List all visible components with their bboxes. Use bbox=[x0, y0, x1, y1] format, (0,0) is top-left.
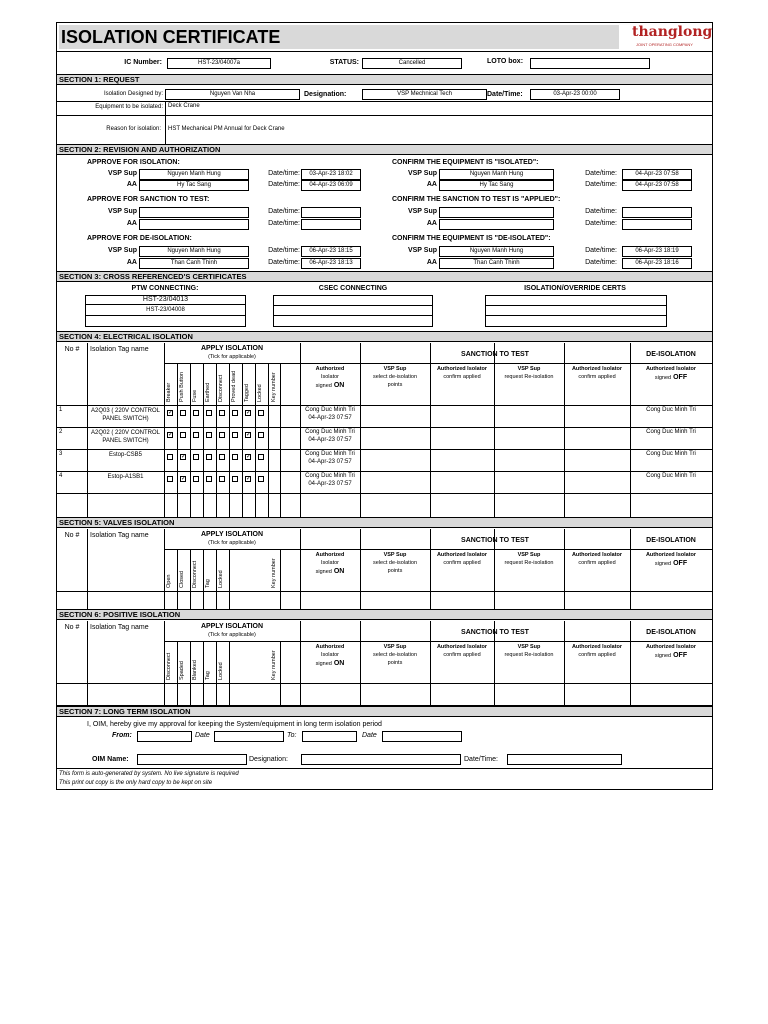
vsp-sup-label: VSP Sup bbox=[517, 366, 541, 372]
section-4-header: SECTION 4: ELECTRICAL ISOLATION bbox=[57, 331, 712, 342]
table-line bbox=[430, 529, 431, 609]
apply-isolation-header: APPLY ISOLATION bbox=[200, 345, 264, 352]
tick-checkbox[interactable] bbox=[219, 454, 225, 460]
table-line bbox=[280, 549, 281, 609]
tag-name-column-header: Isolation Tag name bbox=[90, 624, 149, 631]
datetime-label: Date/time: bbox=[585, 259, 617, 266]
override-list[interactable] bbox=[485, 295, 667, 327]
test-aa-field[interactable] bbox=[139, 219, 249, 230]
tick-checkbox[interactable] bbox=[193, 410, 199, 416]
tick-column-label: Breaker bbox=[166, 382, 172, 402]
auth-isolator-label: Authorized bbox=[315, 366, 345, 372]
test-confirm-vsp-field[interactable] bbox=[439, 207, 554, 218]
to-label: To: bbox=[287, 732, 297, 739]
table-line bbox=[57, 493, 712, 494]
auth-isolator-label: Authorized Isolator bbox=[571, 366, 623, 372]
vsp-sup-label: VSP Sup bbox=[407, 170, 437, 177]
tick-column-label: Push Button bbox=[179, 372, 185, 402]
deiso-aa-field[interactable]: Than Canh Thinh bbox=[139, 258, 249, 269]
auth-isolator-label: Isolator bbox=[320, 652, 340, 658]
select-deiso-label: select de-isolation bbox=[372, 374, 418, 380]
signed-off-label bbox=[630, 652, 712, 659]
confirm-applied-label: confirm applied bbox=[443, 374, 481, 380]
apply-isolation-header: APPLY ISOLATION bbox=[200, 531, 264, 538]
table-line bbox=[164, 343, 165, 517]
isolator-signed-on-name: Cong Duc Minh Tri bbox=[305, 429, 355, 435]
tick-checkbox[interactable] bbox=[206, 432, 212, 438]
test-confirm-vsp-datetime[interactable] bbox=[622, 207, 692, 218]
valves-isolation-table bbox=[57, 529, 712, 609]
table-line bbox=[564, 343, 565, 517]
key-number-column-label: Key number bbox=[271, 650, 277, 680]
tick-checkbox[interactable] bbox=[232, 476, 238, 482]
off-text: OFF bbox=[673, 652, 688, 659]
select-deiso-label: select de-isolation bbox=[372, 652, 418, 658]
deiso-confirm-aa-datetime[interactable]: 06-Apr-23 18:16 bbox=[622, 258, 692, 269]
tick-column-label: Disconnect bbox=[192, 560, 198, 588]
signed-text: signed bbox=[654, 561, 672, 567]
test-vsp-datetime[interactable] bbox=[301, 207, 361, 218]
signed-text: signed bbox=[315, 383, 332, 389]
table-line bbox=[280, 641, 281, 705]
on-text: ON bbox=[333, 382, 345, 389]
deiso-confirm-aa-field[interactable]: Than Canh Thinh bbox=[439, 258, 554, 269]
sanction-to-test-header: SANCTION TO TEST bbox=[461, 629, 529, 636]
apply-isolation-header: APPLY ISOLATION bbox=[200, 623, 264, 630]
iso-vsp-datetime[interactable]: 03-Apr-23 18:02 bbox=[301, 169, 361, 180]
table-line bbox=[630, 621, 631, 705]
ic-number-field[interactable]: HST-23/04007a bbox=[167, 58, 271, 69]
datetime-label: Date/time: bbox=[585, 208, 617, 215]
isolator-signed-off-name: Cong Duc Minh Tri bbox=[646, 451, 696, 457]
ic-number-label: IC Number: bbox=[124, 59, 162, 66]
isolator-signed-on-datetime: 04-Apr-23 07:57 bbox=[308, 415, 352, 421]
confirm-applied-label: confirm applied bbox=[578, 560, 616, 566]
tick-applicable-note: (Tick for applicable) bbox=[208, 540, 256, 546]
row-number: 4 bbox=[59, 473, 63, 479]
tick-checkbox[interactable] bbox=[232, 432, 238, 438]
status-field[interactable]: Cancelled bbox=[362, 58, 462, 69]
select-deiso-label: points bbox=[387, 382, 403, 388]
tick-column-label: Locked bbox=[218, 662, 224, 680]
table-line bbox=[430, 621, 431, 705]
datetime-label: Date/Time: bbox=[487, 91, 523, 98]
tick-checkbox[interactable] bbox=[232, 454, 238, 460]
designed-by-field[interactable]: Nguyen Van Nha bbox=[165, 89, 300, 100]
tick-column-label: Tag bbox=[205, 671, 211, 680]
confirm-deisolated-heading: CONFIRM THE EQUIPMENT IS "DE-ISOLATED": bbox=[392, 235, 551, 242]
status-label: STATUS: bbox=[329, 59, 359, 66]
signed-off-label bbox=[630, 560, 712, 567]
table-line bbox=[177, 641, 178, 705]
table-line bbox=[57, 405, 712, 406]
table-line bbox=[630, 529, 631, 609]
off-text: OFF bbox=[673, 374, 688, 381]
test-confirm-aa-datetime[interactable] bbox=[622, 219, 692, 230]
signed-off-label bbox=[630, 374, 712, 381]
tick-checkbox[interactable] bbox=[219, 410, 225, 416]
auth-isolator-label: Authorized Isolator bbox=[436, 552, 488, 558]
table-line bbox=[177, 549, 178, 609]
tick-checkbox[interactable]: ✓ bbox=[181, 476, 187, 482]
tag-name-column-header: Isolation Tag name bbox=[90, 532, 149, 539]
isolation-certificate-form bbox=[56, 22, 713, 790]
tick-column-label: Tagged bbox=[244, 383, 250, 402]
loto-box-label: LOTO box: bbox=[487, 58, 524, 65]
vsp-sup-label: VSP Sup bbox=[383, 552, 407, 558]
designed-by-label: Isolation Designed by: bbox=[103, 91, 163, 97]
auth-isolator-label: Authorized Isolator bbox=[436, 366, 488, 372]
iso-confirm-aa-datetime[interactable]: 04-Apr-23 07:58 bbox=[622, 180, 692, 191]
tick-checkbox[interactable] bbox=[180, 432, 186, 438]
test-aa-datetime[interactable] bbox=[301, 219, 361, 230]
table-line bbox=[87, 529, 88, 609]
iso-confirm-aa-field[interactable]: Hy Tac Sang bbox=[439, 180, 554, 191]
ptw-list[interactable] bbox=[85, 295, 246, 327]
equipment-value[interactable]: Deck Crane bbox=[168, 103, 200, 109]
vsp-sup-label: VSP Sup bbox=[107, 170, 137, 177]
oim-designation-label: Designation: bbox=[249, 756, 288, 763]
off-text: OFF bbox=[673, 560, 688, 567]
table-line bbox=[190, 549, 191, 609]
datetime-label: Date/time: bbox=[268, 181, 300, 188]
iso-vsp-field[interactable]: Nguyen Manh Hung bbox=[139, 169, 249, 180]
isolation-tag-name: A2Q02 ( 220V CONTROL PANEL SWITCH) bbox=[90, 430, 161, 444]
tag-name-column-header: Isolation Tag name bbox=[90, 346, 149, 353]
datetime-label: Date/time: bbox=[268, 247, 300, 254]
datetime-label: Date/time: bbox=[268, 259, 300, 266]
datetime-label: Date/time: bbox=[268, 170, 300, 177]
no-column-header: No # bbox=[64, 532, 80, 539]
request-datetime-field[interactable]: 03-Apr-23 00:00 bbox=[530, 89, 620, 100]
tick-checkbox[interactable] bbox=[258, 476, 264, 482]
on-text: ON bbox=[333, 568, 345, 575]
auth-isolator-label: Isolator bbox=[320, 374, 340, 380]
csec-connecting-label: CSEC CONNECTING bbox=[318, 285, 388, 292]
approve-sanction-heading: APPROVE FOR SANCTION TO TEST: bbox=[87, 196, 210, 203]
tick-checkbox[interactable] bbox=[193, 454, 199, 460]
isolator-signed-off-name: Cong Duc Minh Tri bbox=[646, 429, 696, 435]
auth-isolator-label: Authorized bbox=[315, 552, 345, 558]
vsp-sup-label: VSP Sup bbox=[107, 208, 137, 215]
ptw-item[interactable]: HST-23/04013 bbox=[86, 296, 245, 305]
vsp-sup-label: VSP Sup bbox=[517, 644, 541, 650]
tick-column-label: Open bbox=[166, 574, 172, 588]
table-line bbox=[494, 343, 495, 517]
electrical-isolation-table bbox=[57, 343, 712, 517]
tick-column-label: Earthed bbox=[205, 382, 211, 402]
auth-isolator-label: Isolator bbox=[320, 560, 340, 566]
key-number-column-label: Key number bbox=[271, 558, 277, 588]
sanction-to-test-header: SANCTION TO TEST bbox=[461, 537, 529, 544]
approve-deisolation-heading: APPROVE FOR DE-ISOLATION: bbox=[87, 235, 192, 242]
request-reiso-label: request Re-isolation bbox=[504, 652, 554, 658]
from-label: From: bbox=[112, 732, 132, 739]
test-vsp-field[interactable] bbox=[139, 207, 249, 218]
deiso-confirm-vsp-datetime[interactable]: 06-Apr-23 18:19 bbox=[622, 246, 692, 257]
iso-confirm-vsp-field[interactable]: Nguyen Manh Hung bbox=[439, 169, 554, 180]
section-3-header: SECTION 3: CROSS REFERENCED'S CERTIFICATES bbox=[57, 271, 712, 282]
tick-checkbox[interactable]: ✓ bbox=[246, 476, 252, 482]
select-deiso-label: points bbox=[387, 660, 403, 666]
tick-checkbox[interactable] bbox=[232, 410, 238, 416]
table-line bbox=[190, 641, 191, 705]
to-date-field[interactable] bbox=[382, 731, 462, 742]
aa-label: AA bbox=[426, 259, 437, 266]
table-line bbox=[57, 449, 712, 450]
select-deiso-label: points bbox=[387, 568, 403, 574]
confirm-applied-label: confirm applied bbox=[578, 652, 616, 658]
oim-datetime-field[interactable] bbox=[507, 754, 622, 765]
from-field[interactable] bbox=[137, 731, 192, 742]
auth-isolator-label: Authorized Isolator bbox=[436, 644, 488, 650]
section-6-header: SECTION 6: POSITIVE ISOLATION bbox=[57, 609, 712, 620]
tick-column-label: Closed bbox=[179, 570, 185, 588]
tick-checkbox[interactable] bbox=[193, 476, 199, 482]
aa-label: AA bbox=[426, 220, 437, 227]
table-line bbox=[229, 549, 230, 609]
vsp-sup-label: VSP Sup bbox=[107, 247, 137, 254]
signed-text: signed bbox=[654, 375, 672, 381]
isolator-signed-on-datetime: 04-Apr-23 07:57 bbox=[308, 481, 352, 487]
row-number: 3 bbox=[59, 451, 63, 457]
aa-label: AA bbox=[426, 181, 437, 188]
tick-column-label: Disconnect bbox=[218, 374, 224, 402]
tick-checkbox[interactable] bbox=[167, 454, 173, 460]
reason-label: Reason for isolation: bbox=[106, 126, 161, 132]
table-line bbox=[300, 621, 301, 705]
tick-checkbox[interactable] bbox=[193, 432, 199, 438]
isolator-signed-on-datetime: 04-Apr-23 07:57 bbox=[308, 437, 352, 443]
tick-column-label: Locked bbox=[218, 570, 224, 588]
section-1-header: SECTION 1: REQUEST bbox=[57, 74, 712, 85]
table-line bbox=[494, 621, 495, 705]
tick-column-label: Fuse bbox=[192, 389, 198, 402]
auth-isolator-label: Authorized bbox=[315, 644, 345, 650]
isolator-signed-on-name: Cong Duc Minh Tri bbox=[305, 407, 355, 413]
no-column-header: No # bbox=[64, 624, 80, 631]
tick-checkbox[interactable] bbox=[206, 476, 212, 482]
auth-isolator-label: Authorized Isolator bbox=[645, 644, 697, 650]
deiso-vsp-field[interactable]: Nguyen Manh Hung bbox=[139, 246, 249, 257]
signed-text: signed bbox=[654, 653, 672, 659]
table-line bbox=[229, 641, 230, 705]
table-line bbox=[360, 343, 361, 517]
table-line bbox=[494, 529, 495, 609]
tick-checkbox[interactable]: ✓ bbox=[246, 410, 252, 416]
logo-subtitle: JOINT OPERATING COMPANY bbox=[636, 42, 693, 47]
confirm-applied-label: confirm applied bbox=[578, 374, 616, 380]
table-line bbox=[564, 529, 565, 609]
table-line bbox=[360, 529, 361, 609]
tick-column-label: Spaded bbox=[179, 661, 185, 680]
logo-wordmark: thanglong bbox=[632, 24, 713, 40]
tick-checkbox[interactable]: ✓ bbox=[168, 410, 174, 416]
reason-value[interactable]: HST Mechanical PM Annual for Deck Crane bbox=[168, 126, 285, 132]
section-7-header: SECTION 7: LONG TERM ISOLATION bbox=[57, 706, 712, 717]
override-certs-label: ISOLATION/OVERRIDE CERTS bbox=[524, 285, 626, 292]
test-confirm-aa-field[interactable] bbox=[439, 219, 554, 230]
table-line bbox=[203, 641, 204, 705]
vsp-sup-label: VSP Sup bbox=[407, 247, 437, 254]
tick-checkbox[interactable]: ✓ bbox=[181, 454, 187, 460]
table-line bbox=[216, 549, 217, 609]
vsp-sup-label: VSP Sup bbox=[407, 208, 437, 215]
confirm-applied-label: confirm applied bbox=[443, 560, 481, 566]
datetime-label: Date/time: bbox=[585, 181, 617, 188]
to-field[interactable] bbox=[302, 731, 357, 742]
ptw-item[interactable]: HST-23/04008 bbox=[86, 305, 245, 316]
row-number: 1 bbox=[59, 407, 63, 413]
aa-label: AA bbox=[126, 220, 137, 227]
auth-isolator-label: Authorized Isolator bbox=[571, 644, 623, 650]
isolator-signed-on-name: Cong Duc Minh Tri bbox=[305, 473, 355, 479]
isolation-tag-name: Estop-CSB5 bbox=[108, 452, 142, 458]
request-reiso-label: request Re-isolation bbox=[504, 560, 554, 566]
table-line bbox=[216, 641, 217, 705]
table-line bbox=[87, 621, 88, 705]
vsp-sup-label: VSP Sup bbox=[517, 552, 541, 558]
oim-datetime-label: Date/Time: bbox=[464, 756, 498, 763]
positive-isolation-table bbox=[57, 621, 712, 705]
table-line bbox=[360, 621, 361, 705]
datetime-label: Date/time: bbox=[268, 208, 300, 215]
tick-checkbox[interactable] bbox=[206, 410, 212, 416]
csec-list[interactable] bbox=[273, 295, 433, 327]
isolation-tag-name: Estop-A1SB1 bbox=[107, 474, 144, 480]
vsp-sup-label: VSP Sup bbox=[383, 366, 407, 372]
datetime-label: Date/time: bbox=[585, 170, 617, 177]
no-column-header: No # bbox=[64, 346, 80, 353]
table-line bbox=[430, 343, 431, 517]
oim-designation-field[interactable] bbox=[301, 754, 461, 765]
tick-checkbox[interactable]: ✓ bbox=[246, 454, 252, 460]
iso-aa-datetime[interactable]: 04-Apr-23 06:09 bbox=[301, 180, 361, 191]
to-date-label: Date bbox=[362, 732, 377, 739]
table-line bbox=[564, 621, 565, 705]
deiso-confirm-vsp-field[interactable]: Nguyen Manh Hung bbox=[439, 246, 554, 257]
key-number-column-label: Key number bbox=[271, 372, 277, 402]
tick-checkbox[interactable] bbox=[219, 432, 225, 438]
table-line bbox=[203, 549, 204, 609]
section-2-header: SECTION 2: REVISION AND AUTHORIZATION bbox=[57, 144, 712, 155]
isolation-tag-name: A2Q03 ( 220V CONTROL PANEL SWITCH) bbox=[90, 408, 161, 422]
from-date-label: Date bbox=[195, 732, 210, 739]
equipment-label: Equipment to be isolated: bbox=[95, 104, 163, 110]
designation-field[interactable]: VSP Mechnical Tech bbox=[362, 89, 487, 100]
table-line bbox=[164, 621, 165, 705]
on-text: ON bbox=[333, 660, 345, 667]
tick-applicable-note: (Tick for applicable) bbox=[208, 354, 256, 360]
tick-column-label: Locked bbox=[257, 384, 263, 402]
signed-text: signed bbox=[315, 661, 332, 667]
table-line bbox=[57, 683, 712, 684]
loto-box-field[interactable] bbox=[530, 58, 650, 69]
vsp-sup-label: VSP Sup bbox=[383, 644, 407, 650]
oim-name-label: OIM Name: bbox=[92, 756, 129, 763]
confirm-sanction-heading: CONFIRM THE SANCTION TO TEST IS "APPLIED": bbox=[392, 196, 561, 203]
tick-column-label: Blanked bbox=[192, 660, 198, 680]
de-isolation-header: DE-ISOLATION bbox=[646, 629, 696, 636]
de-isolation-header: DE-ISOLATION bbox=[646, 537, 696, 544]
table-line bbox=[300, 529, 301, 609]
auth-isolator-label: Authorized Isolator bbox=[571, 552, 623, 558]
tick-applicable-note: (Tick for applicable) bbox=[208, 632, 256, 638]
aa-label: AA bbox=[126, 181, 137, 188]
signed-on-label bbox=[300, 568, 360, 575]
row-number: 2 bbox=[59, 429, 63, 435]
table-line bbox=[164, 529, 165, 609]
oim-statement: I, OIM, hereby give my approval for keeping the System/equipment in long term isolation period bbox=[87, 721, 382, 728]
tick-checkbox[interactable] bbox=[258, 454, 264, 460]
company-logo bbox=[622, 24, 712, 50]
table-line bbox=[57, 471, 712, 472]
table-line bbox=[57, 591, 712, 592]
designation-label: Designation: bbox=[304, 91, 347, 98]
table-line bbox=[57, 427, 712, 428]
section-5-header: SECTION 5: VALVES ISOLATION bbox=[57, 517, 712, 528]
tick-column-label: Disconnect bbox=[166, 652, 172, 680]
iso-aa-field[interactable]: Hy Tac Sang bbox=[139, 180, 249, 191]
de-isolation-header: DE-ISOLATION bbox=[646, 351, 696, 358]
tick-column-label: Tag bbox=[205, 579, 211, 588]
tick-checkbox[interactable]: ✓ bbox=[168, 432, 174, 438]
approve-isolation-heading: APPROVE FOR ISOLATION: bbox=[87, 159, 180, 166]
form-title: ISOLATION CERTIFICATE bbox=[59, 25, 619, 49]
isolator-signed-on-name: Cong Duc Minh Tri bbox=[305, 451, 355, 457]
sanction-to-test-header: SANCTION TO TEST bbox=[461, 351, 529, 358]
tick-checkbox[interactable] bbox=[258, 432, 264, 438]
deiso-vsp-datetime[interactable]: 06-Apr-23 18:15 bbox=[301, 246, 361, 257]
isolator-signed-on-datetime: 04-Apr-23 07:57 bbox=[308, 459, 352, 465]
tick-checkbox[interactable] bbox=[180, 410, 186, 416]
request-reiso-label: request Re-isolation bbox=[504, 374, 554, 380]
iso-confirm-vsp-datetime[interactable]: 04-Apr-23 07:58 bbox=[622, 169, 692, 180]
isolator-signed-off-name: Cong Duc Minh Tri bbox=[646, 473, 696, 479]
tick-checkbox[interactable]: ✓ bbox=[246, 432, 252, 438]
auth-isolator-label: Authorized Isolator bbox=[645, 366, 697, 372]
auth-isolator-label: Authorized Isolator bbox=[645, 552, 697, 558]
tick-checkbox[interactable] bbox=[219, 476, 225, 482]
aa-label: AA bbox=[126, 259, 137, 266]
ptw-connecting-label: PTW CONNECTING: bbox=[131, 285, 199, 292]
from-date-field[interactable] bbox=[214, 731, 284, 742]
footer-note-2: This print out copy is the only hard copy to be kept on site bbox=[59, 780, 213, 786]
select-deiso-label: select de-isolation bbox=[372, 560, 418, 566]
deiso-aa-datetime[interactable]: 06-Apr-23 18:13 bbox=[301, 258, 361, 269]
tick-checkbox[interactable] bbox=[258, 410, 264, 416]
signed-on-label bbox=[300, 382, 360, 389]
tick-checkbox[interactable] bbox=[167, 476, 173, 482]
confirm-isolated-heading: CONFIRM THE EQUIPMENT IS "ISOLATED": bbox=[392, 159, 539, 166]
tick-column-label: Proved dead bbox=[231, 370, 237, 402]
signed-text: signed bbox=[315, 569, 332, 575]
datetime-label: Date/time: bbox=[585, 247, 617, 254]
signed-on-label bbox=[300, 660, 360, 667]
tick-checkbox[interactable] bbox=[206, 454, 212, 460]
datetime-label: Date/time: bbox=[585, 220, 617, 227]
footer-note-1: This form is auto-generated by system. No live signature is required bbox=[59, 771, 239, 777]
isolator-signed-off-name: Cong Duc Minh Tri bbox=[646, 407, 696, 413]
confirm-applied-label: confirm applied bbox=[443, 652, 481, 658]
oim-name-field[interactable] bbox=[137, 754, 247, 765]
datetime-label: Date/time: bbox=[268, 220, 300, 227]
